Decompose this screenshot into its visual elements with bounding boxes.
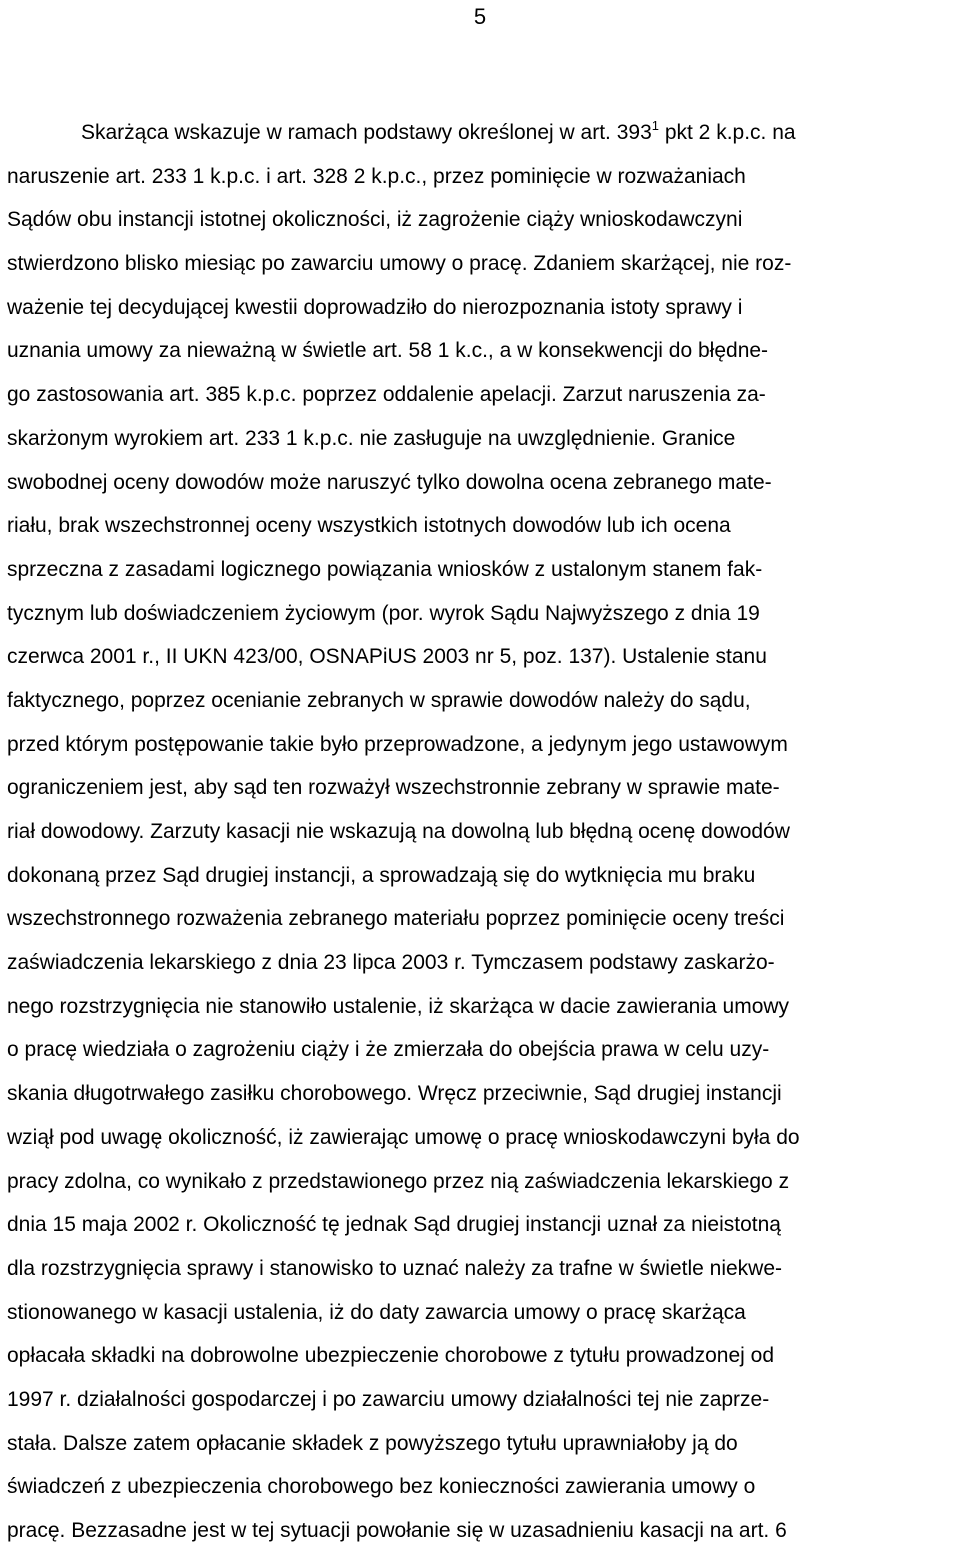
- text-line: świadczeń z ubezpieczenia chorobowego bez konieczności zawierania umowy o: [7, 1475, 756, 1499]
- text-line: stała. Dalsze zatem opłacanie składek z powyższego tytułu uprawniałoby ją do: [7, 1431, 738, 1455]
- text-line: dla rozstrzygnięcia sprawy i stanowisko to uznać należy za trafne w świetle niekwe-: [7, 1256, 783, 1280]
- text-line: stionowanego w kasacji ustalenia, iż do daty zawarcia umowy o pracę skarżąca: [7, 1300, 746, 1324]
- text-line: 1997 r. działalności gospodarczej i po zawarciu umowy działalności tej nie zaprze-: [7, 1387, 770, 1411]
- text-line: pracy zdolna, co wynikało z przedstawionego przez nią zaświadczenia lekarskiego z: [7, 1169, 790, 1193]
- text-line: opłacała składki na dobrowolne ubezpieczenie chorobowe z tytułu prowadzonej od: [7, 1344, 774, 1368]
- text-line: pracę. Bezzasadne jest w tej sytuacji powołanie się w uzasadnieniu kasacji na art. 6: [7, 1519, 787, 1542]
- text-line: faktycznego, poprzez ocenianie zebranych w sprawie dowodów należy do sądu,: [7, 688, 751, 712]
- text-line-tail: pkt 2 k.p.c. na: [659, 121, 796, 144]
- text-line: zaświadczenia lekarskiego z dnia 23 lipca 2003 r. Tymczasem podstawy zaskarżo-: [7, 951, 775, 975]
- text-line: nego rozstrzygnięcia nie stanowiło ustalenie, iż skarżąca w dacie zawierania umowy: [7, 994, 790, 1018]
- page-number: 5: [473, 4, 487, 29]
- text-line: riału, brak wszechstronnej oceny wszystkich istotnych dowodów lub ich ocena: [7, 514, 731, 538]
- text-line: [7, 111, 957, 155]
- text-line: Sądów obu instancji istotnej okoliczności, iż zagrożenie ciąży wnioskodawczyni: [7, 208, 743, 232]
- body-paragraph: [7, 111, 957, 1553]
- text-line: stwierdzono blisko miesiąc po zawarciu umowy o pracę. Zdaniem skarżącej, nie roz-: [7, 252, 792, 276]
- text-line: riał dowodowy. Zarzuty kasacji nie wskazują na dowolną lub błędną ocenę dowodów: [7, 820, 790, 843]
- text-line: tycznym lub doświadczeniem życiowym (por. wyrok Sądu Najwyższego z dnia 19: [7, 601, 760, 625]
- text-line: przed którym postępowanie takie było przeprowadzone, a jedynym jego ustawowym: [7, 732, 788, 756]
- text-line: sprzeczna z zasadami logicznego powiązania wniosków z ustalonym stanem fak-: [7, 557, 763, 581]
- text-line: go zastosowania art. 385 k.p.c. poprzez oddalenie apelacji. Zarzut naruszenia za-: [7, 383, 766, 407]
- text-line: skania długotrwałego zasiłku chorobowego. Wręcz przeciwnie, Sąd drugiej instancji: [7, 1082, 782, 1106]
- text-line: czerwca 2001 r., II UKN 423/00, OSNAPiUS 2003 nr 5, poz. 137). Ustalenie stanu: [7, 645, 767, 669]
- text-line: skarżonym wyrokiem art. 233 1 k.p.c. nie zasługuje na uwzględnienie. Granice: [7, 426, 736, 450]
- text-line: dokonaną przez Sąd drugiej instancji, a sprowadzają się do wytknięcia mu braku: [7, 863, 756, 887]
- text-line: naruszenie art. 233 1 k.p.c. i art. 328 2 k.p.c., przez pominięcie w rozważaniach: [7, 164, 746, 188]
- text-line: o pracę wiedziała o zagrożeniu ciąży i że zmierzała do obejścia prawa w celu uzy-: [7, 1038, 770, 1062]
- text-line: wziął pod uwagę okoliczność, iż zawierając umowę o pracę wnioskodawczyni była do: [7, 1125, 800, 1149]
- text-line: dnia 15 maja 2002 r. Okoliczność tę jednak Sąd drugiej instancji uznał za nieistotną: [7, 1213, 781, 1237]
- text-line-content: Skarżąca wskazuje w ramach podstawy określonej w art. 393: [81, 121, 652, 144]
- text-line: wszechstronnego rozważenia zebranego materiału poprzez pominięcie oceny treści: [7, 907, 785, 931]
- superscript-marker: 1: [651, 118, 659, 133]
- text-line: ważenie tej decydującej kwestii doprowadziło do nierozpoznania istoty sprawy i: [7, 295, 743, 319]
- text-line: swobodnej oceny dowodów może naruszyć tylko dowolna ocena zebranego mate-: [7, 470, 772, 494]
- text-line: ograniczeniem jest, aby sąd ten rozważył wszechstronnie zebrany w sprawie mate-: [7, 776, 780, 800]
- text-line: uznania umowy za nieważną w świetle art. 58 1 k.c., a w konsekwencji do błędne-: [7, 339, 769, 363]
